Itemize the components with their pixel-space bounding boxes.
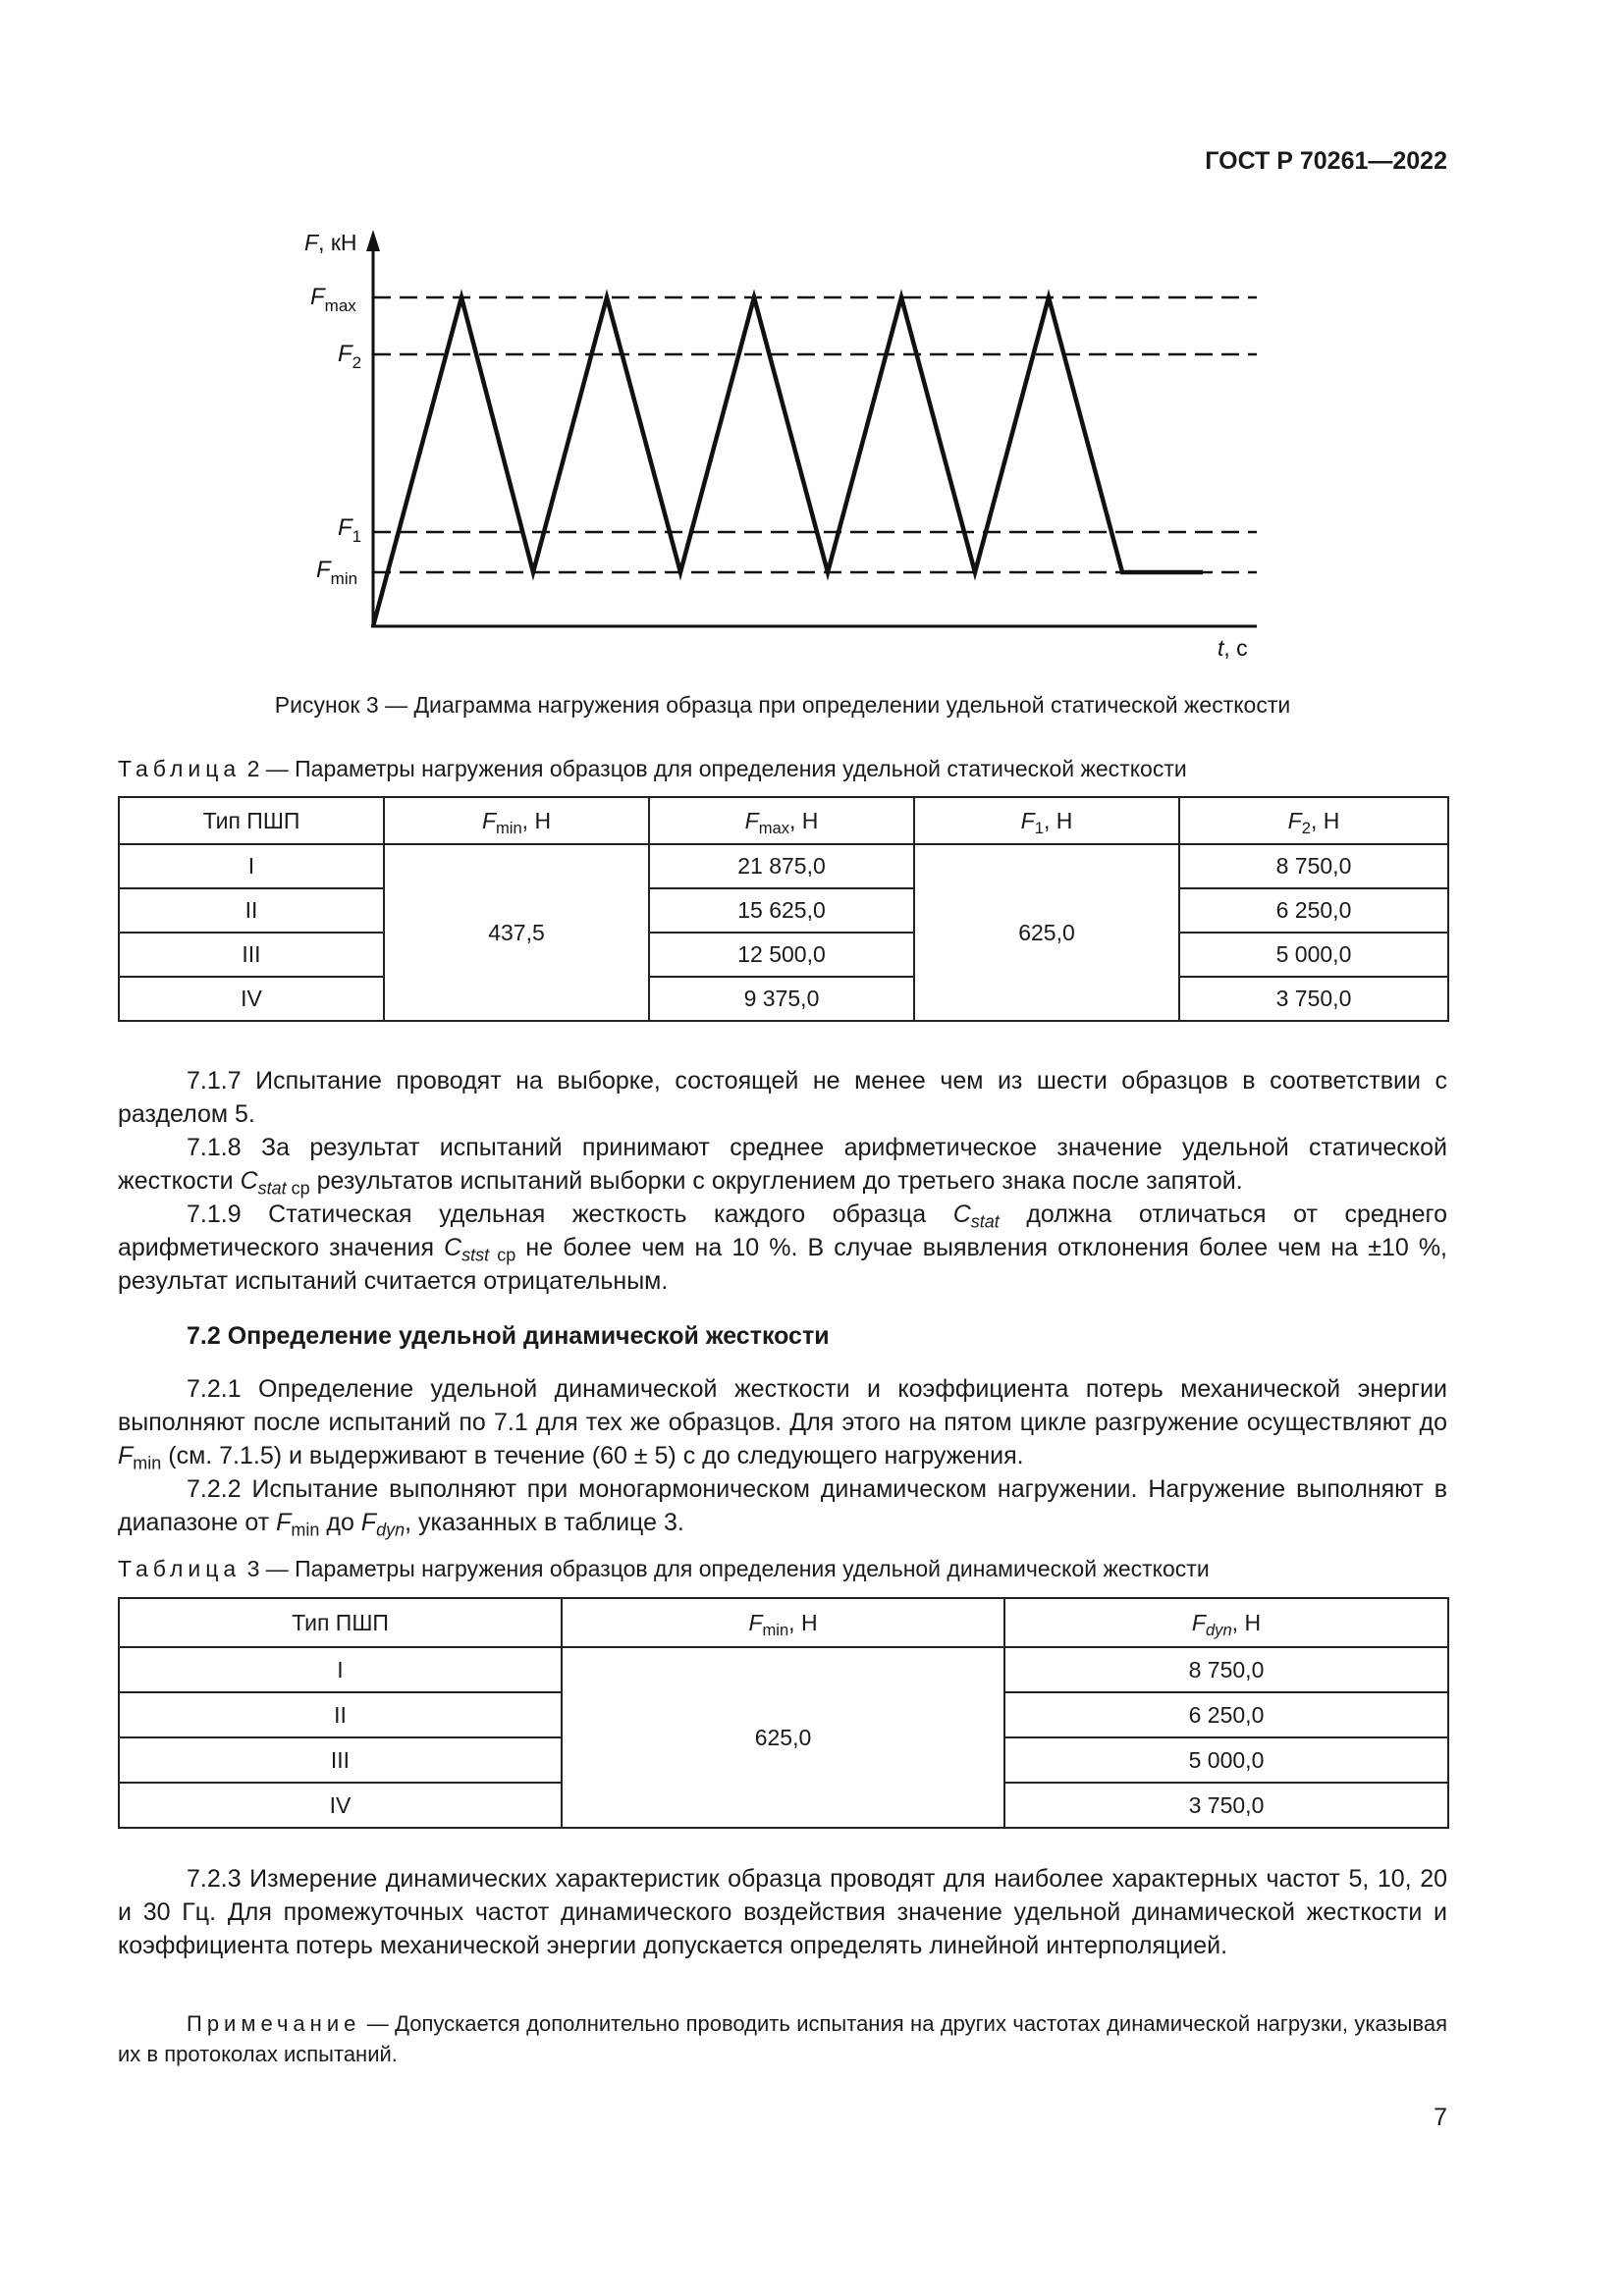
table3-fdyn-cell: 5 000,0: [1004, 1737, 1448, 1783]
paragraph-7-2-3-block: [118, 1862, 1447, 1962]
paragraph-7-1-8: 7.1.8 За результат испытаний принимают среднее арифметическое значение удельной статической жесткости $C_{stat ср}$ результатов испытаний выборки с округлением до третьего знака после запятой.: [118, 1134, 1447, 1199]
table2-header-f1: $F_1$, Н: [914, 797, 1179, 844]
level-label-f1: $F_1$: [338, 514, 362, 546]
table2: [118, 796, 1449, 1022]
figure-caption: Рисунок 3 — Диаграмма нагружения образца при определении удельной статической жесткости: [274, 692, 1291, 718]
table2-header-row: [119, 797, 1448, 844]
table3-header-fmin: $F_{min}$, Н: [562, 1598, 1004, 1647]
note-label: Примечание: [187, 2011, 361, 2036]
table2-fmin-cell: 437,5: [384, 844, 649, 1021]
table3-caption-label: Таблица: [118, 1556, 242, 1581]
table2-type-cell: II: [119, 888, 384, 933]
note-block: [118, 2008, 1447, 2069]
table2-header-type: Тип ПШП: [119, 797, 384, 844]
table2-header-fmax: $F_{max}$, Н: [649, 797, 914, 844]
table2-f1-cell: 625,0: [914, 844, 1179, 1021]
y-axis-label: F, кН: [304, 230, 357, 255]
table3-type-cell: IV: [119, 1783, 562, 1828]
paragraphs-7-1: [118, 1064, 1447, 1298]
table3-fdyn-cell: 8 750,0: [1004, 1647, 1448, 1692]
table2-fmax-cell: 15 625,0: [649, 888, 914, 933]
paragraphs-7-2: [118, 1372, 1447, 1539]
table3-header-row: [119, 1598, 1448, 1647]
note: [118, 2008, 1447, 2069]
table-row: [119, 977, 1448, 1021]
paragraph-7-1-7: 7.1.7 Испытание проводят на выборке, состоящей не менее чем из шести образцов в соответствии с разделом 5.: [118, 1067, 1447, 1128]
table2-f2-cell: 5 000,0: [1179, 933, 1448, 977]
table2-type-cell: III: [119, 933, 384, 977]
load-curve: [373, 297, 1203, 626]
table3-caption-text: 3 — Параметры нагружения образцов для определения удельной динамической жесткости: [241, 1556, 1210, 1581]
section-7-2-heading: 7.2 Определение удельной динамической жесткости: [187, 1322, 830, 1350]
table-row: [119, 933, 1448, 977]
table-row: [119, 888, 1448, 933]
table2-fmax-cell: 9 375,0: [649, 977, 914, 1021]
level-label-fmax: $F_{max}$: [310, 284, 356, 315]
table3-fmin-cell: 625,0: [562, 1647, 1004, 1828]
table2-caption: [118, 756, 1187, 782]
table2-f2-cell: 8 750,0: [1179, 844, 1448, 888]
paragraph-7-2-3: 7.2.3 Измерение динамических характеристик образца проводят для наиболее характерных частот 5, 10, 20 и 30 Гц. Для промежуточных частот динамического воздействия значение удельной динамической жесткости и коэффициента потерь механической энергии допускается определять линейной интерполяцией.: [118, 1865, 1447, 1959]
table2-type-cell: I: [119, 844, 384, 888]
table-row: [119, 844, 1448, 888]
table-row: [119, 1647, 1448, 1692]
note-text: — Допускается дополнительно проводить испытания на других частотах динамической нагрузки, указывая их в протоколах испытаний.: [118, 2011, 1447, 2066]
paragraph-7-1-9: 7.1.9 Статическая удельная жесткость каждого образца $C_{stat}$ должна отличаться от среднего арифметического значения $C_{stst ср}$ не более чем на 10 %. В случае выявления отклонения более чем на ±10 %, результат испытаний считается отрицательным.: [118, 1201, 1447, 1295]
table3-caption: [118, 1556, 1210, 1582]
table3: [118, 1597, 1449, 1829]
table2-f2-cell: 6 250,0: [1179, 888, 1448, 933]
table3-type-cell: I: [119, 1647, 562, 1692]
x-axis-label: t, с: [1218, 635, 1248, 661]
level-label-f2: $F_2$: [338, 341, 362, 372]
table2-type-cell: IV: [119, 977, 384, 1021]
table2-fmax-cell: 21 875,0: [649, 844, 914, 888]
table2-header-fmin: $F_{min}$, Н: [384, 797, 649, 844]
table3-type-cell: II: [119, 1692, 562, 1737]
paragraph-7-2-1: 7.2.1 Определение удельной динамической жесткости и коэффициента потерь механической энергии выполняют после испытаний по 7.1 для тех же образцов. Для этого на пятом цикле разгружение осуществляют до $F_{min}$ (см. 7.1.5) и выдерживают в течение (60 ± 5) с до следующего нагружения.: [118, 1375, 1447, 1473]
table2-header-f2: $F_2$, Н: [1179, 797, 1448, 844]
paragraph-7-2-2: 7.2.2 Испытание выполняют при моногармоническом динамическом нагружении. Нагружение выполняют в диапазоне от $F_{min}$ до $F_{dyn}$, указанных в таблице 3.: [118, 1475, 1447, 1540]
table3-type-cell: III: [119, 1737, 562, 1783]
table3-header-fdyn: $F_{dyn}$, Н: [1004, 1598, 1448, 1647]
table3-fdyn-cell: 6 250,0: [1004, 1692, 1448, 1737]
document-header: ГОСТ Р 70261—2022: [1205, 147, 1447, 175]
table2-f2-cell: 3 750,0: [1179, 977, 1448, 1021]
loading-diagram: [295, 216, 1276, 667]
y-axis-arrow: [366, 230, 380, 251]
table2-fmax-cell: 12 500,0: [649, 933, 914, 977]
table3-header-type: Тип ПШП: [119, 1598, 562, 1647]
page-number: 7: [1434, 2104, 1447, 2131]
table3-fdyn-cell: 3 750,0: [1004, 1783, 1448, 1828]
table2-caption-label: Таблица: [118, 756, 242, 781]
level-label-fmin: $F_{min}$: [316, 557, 358, 588]
table2-caption-text: 2 — Параметры нагружения образцов для определения удельной статической жесткости: [241, 756, 1187, 781]
